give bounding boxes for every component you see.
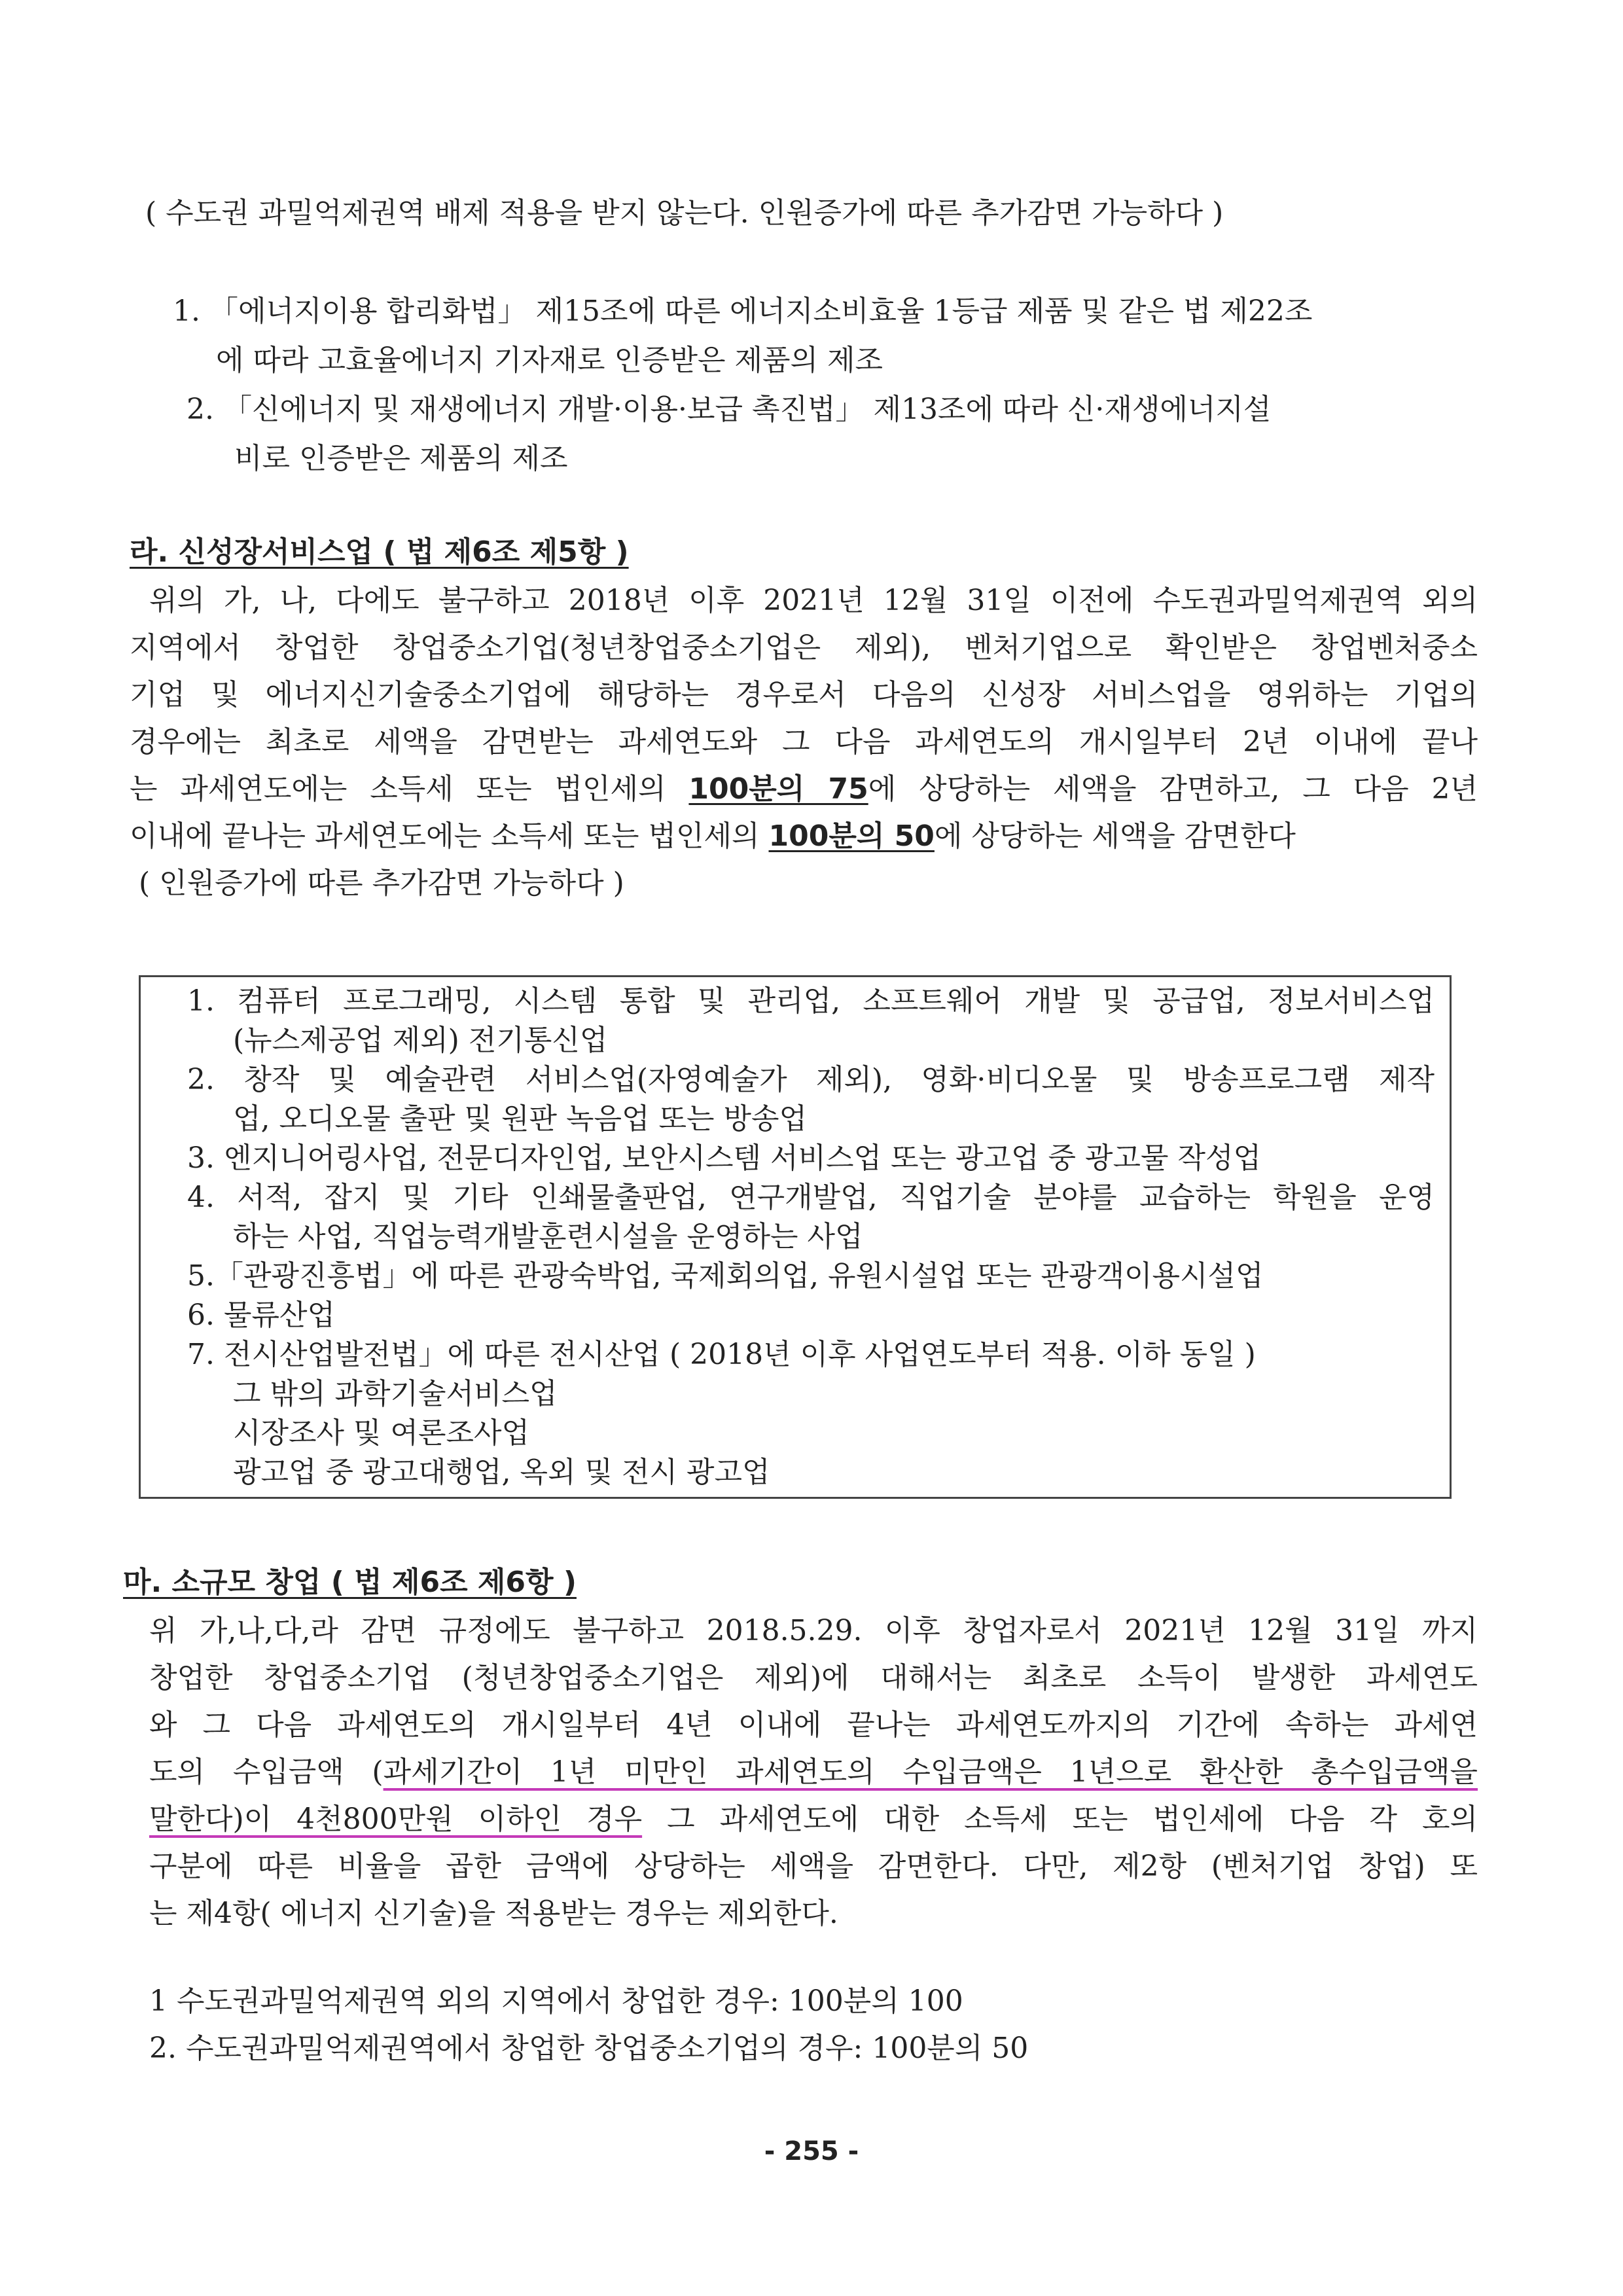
section-ra-note: ( 인원증가에 따른 추가감면 가능하다 )	[139, 867, 624, 900]
section-ma-line-4-text-a: 도의 수입금액 (	[149, 1755, 383, 1789]
energy-item-1-line-1: 1. 「에너지이용 합리화법」 제15조에 따른 에너지소비효율 1등급 제품 및 같은 법 제22조	[173, 295, 1313, 328]
section-ra-line-5-text-a: 는 과세연도에는 소득세 또는 법인세의	[130, 772, 689, 806]
box-line-2: (뉴스제공업 제외) 전기통신업	[233, 1024, 608, 1057]
page-number: - 255 -	[764, 2136, 859, 2166]
top-note: ( 수도권 과밀억제권역 배제 적용을 받지 않는다. 인원증가에 따른 추가감면 가능하다 )	[145, 196, 1224, 230]
box-line-8: 5.「관광진흥법」에 따른 관광숙박업, 국제회의업, 유원시설업 또는 관광객이용시설업	[187, 1259, 1264, 1293]
section-ma-line-6: 구분에 따른 비율을 곱한 금액에 상당하는 세액을 감면한다. 다만, 제2항 (벤처기업 창업) 또	[149, 1850, 1478, 1883]
section-ra-line-6	[130, 819, 1296, 854]
section-ra-line-3: 기업 및 에너지신기술중소기업에 해당하는 경우로서 다음의 신성장 서비스업을 영위하는 기업의	[130, 678, 1478, 711]
box-line-6: 4. 서적, 잡지 및 기타 인쇄물출판업, 연구개발업, 직업기술 분야를 교습하는 학원을 운영	[187, 1181, 1435, 1214]
section-ma-line-4	[149, 1755, 1478, 1790]
box-line-12: 시장조사 및 여론조사업	[233, 1416, 530, 1450]
box-line-10: 7. 전시산업발전법」에 따른 전시산업 ( 2018년 이후 사업연도부터 적용. 이하 동일 )	[187, 1338, 1256, 1371]
section-ra-line-2: 지역에서 창업한 창업중소기업(청년창업중소기업은 제외), 벤처기업으로 확인받은 창업벤처중소	[130, 631, 1478, 664]
section-ra-line-6-text-b: 에 상당하는 세액을 감면한다	[934, 819, 1296, 853]
revenue-definition-highlight-2: 말한다)이 4천800만원 이하인 경우	[149, 1803, 643, 1836]
box-line-7: 하는 사업, 직업능력개발훈련시설을 운영하는 사업	[233, 1220, 863, 1253]
energy-item-2-line-2: 비로 인증받은 제품의 제조	[234, 442, 568, 475]
box-line-5: 3. 엔지니어링사업, 전문디자인업, 보안시스템 서비스업 또는 광고업 중 광고물 작성업	[187, 1141, 1261, 1175]
box-line-3: 2. 창작 및 예술관련 서비스업(자영예술가 제외), 영화·비디오물 및 방송프로그램 제작	[187, 1063, 1435, 1096]
box-line-4: 업, 오디오물 출판 및 원판 녹음업 또는 방송업	[233, 1102, 807, 1136]
energy-item-2-line-1: 2. 「신에너지 및 재생에너지 개발·이용·보급 촉진법」 제13조에 따라 신·재생에너지설	[187, 393, 1272, 426]
section-ra-line-5-text-b: 에 상당하는 세액을 감면하고, 그 다음 2년	[868, 772, 1478, 806]
revenue-definition-highlight-1: 과세기간이 1년 미만인 과세연도의 수입금액은 1년으로 환산한 총수입금액을	[383, 1755, 1478, 1789]
section-ma-item-2: 2. 수도권과밀억제권역에서 창업한 창업중소기업의 경우: 100분의 50	[149, 2032, 1029, 2065]
section-ra-rate-75: 100분의 75	[688, 772, 868, 806]
section-ra-line-5	[130, 772, 1478, 807]
section-ma-line-7: 는 제4항( 에너지 신기술)을 적용받는 경우는 제외한다.	[149, 1897, 838, 1930]
section-ma-line-2: 창업한 창업중소기업 (청년창업중소기업은 제외)에 대해서는 최초로 소득이 발생한 과세연도	[149, 1661, 1478, 1695]
section-ma-line-3: 와 그 다음 과세연도의 개시일부터 4년 이내에 끝나는 과세연도까지의 기간에 속하는 과세연	[149, 1708, 1478, 1742]
section-ra-line-6-text-a: 이내에 끝나는 과세연도에는 소득세 또는 법인세의	[130, 819, 769, 853]
section-ra-rate-50: 100분의 50	[768, 819, 935, 853]
box-line-1: 1. 컴퓨터 프로그래밍, 시스템 통합 및 관리업, 소프트웨어 개발 및 공급업, 정보서비스업	[187, 984, 1435, 1018]
section-ma-line-5	[149, 1803, 1478, 1837]
section-ma-heading: 마. 소규모 창업 ( 법 제6조 제6항 )	[123, 1566, 577, 1599]
section-ma-line-1: 위 가,나,다,라 감면 규정에도 불구하고 2018.5.29. 이후 창업자로서 2021년 12월 31일 까지	[149, 1614, 1478, 1647]
box-line-11: 그 밖의 과학기술서비스업	[233, 1377, 558, 1410]
section-ma-line-5-text-b: 그 과세연도에 대한 소득세 또는 법인세에 다음 각 호의	[642, 1803, 1478, 1836]
section-ra-line-1: 위의 가, 나, 다에도 불구하고 2018년 이후 2021년 12월 31일 이전에 수도권과밀억제권역 외의	[149, 584, 1478, 617]
box-line-9: 6. 물류산업	[187, 1299, 335, 1332]
section-ra-heading: 라. 신성장서비스업 ( 법 제6조 제5항 )	[130, 535, 629, 569]
box-line-13: 광고업 중 광고대행업, 옥외 및 전시 광고업	[233, 1456, 770, 1489]
energy-item-1-line-2: 에 따라 고효율에너지 기자재로 인증받은 제품의 제조	[216, 344, 883, 377]
section-ra-line-4: 경우에는 최초로 세액을 감면받는 과세연도와 그 다음 과세연도의 개시일부터 2년 이내에 끝나	[130, 725, 1478, 759]
section-ma-item-1: 1 수도권과밀억제권역 외의 지역에서 창업한 경우: 100분의 100	[149, 1984, 963, 2018]
